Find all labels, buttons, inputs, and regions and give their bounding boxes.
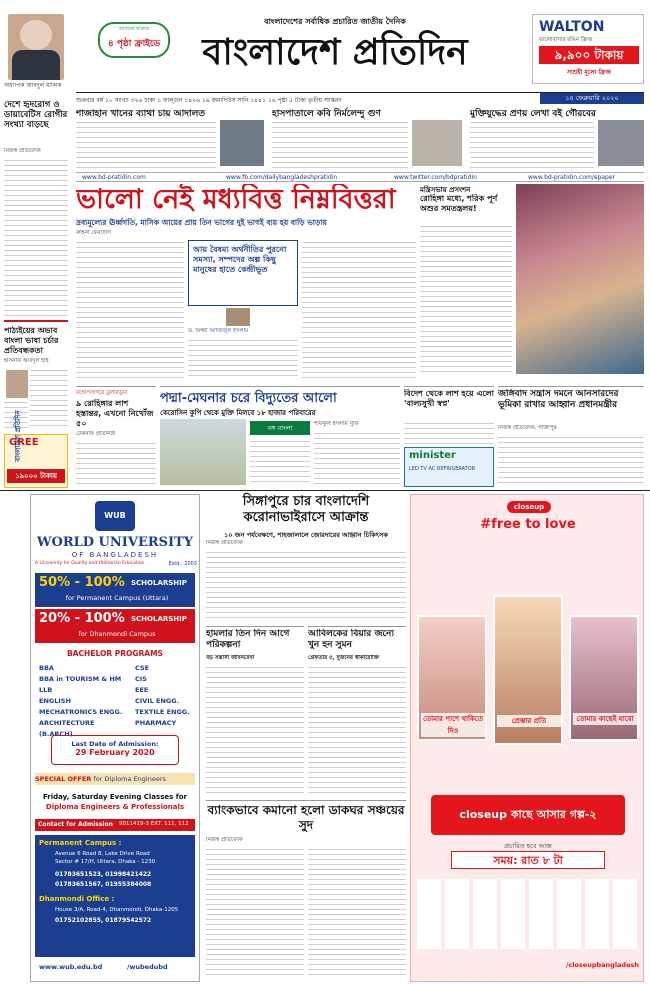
special-offer: SPECIAL OFFER for Diploma Engineers [35, 773, 195, 785]
story2-headline: পাঠ্যইয়ের অভাব বাংলা ভাষা চর্চার প্রতিবন্ধকতা [4, 326, 59, 355]
series-banner: closeup কাছে আসার গল্প-২ [431, 795, 625, 835]
film-card-2: প্রেম্ভার প্রতি [493, 595, 563, 745]
lead-subhead: দ্রব্যমূল্যের ঊর্ধ্বগতি, মাসিক আয়ের প্রায় তিন ভাগের দুই ভাগই ব্যয় হয় বাড়ি ভাড়ায় [76, 218, 327, 227]
wub-facebook[interactable]: /wubedubd [127, 963, 168, 971]
gree-ad: GREE ১৯০০০ টাকায় [4, 434, 68, 488]
scholarship-1: 50% - 100% SCHOLARSHIP for Permanent Campus (Uttara) [35, 573, 195, 607]
story1-headline: দেশে হৃদরোগ ও ডায়াবেটিস রোগীর সংখ্যা বাড়ছে [4, 100, 68, 130]
strip-photo-1 [220, 120, 264, 166]
lead-story: ভালো নেই মধ্যবিত্ত নিম্নবিত্তরা দ্রব্যমূল্যের ঊর্ধ্বগতি, মাসিক আয়ের প্রায় তিন ভাগের দুই ভাগই ব্যয় হয় বাড়ি ভাড়ায় রুহিনা ফেরদৌস আয় বৈষম্য অর্থনীতির পুরনো সমস্যা, সম্পদের অল্প কিছু মানুষের হাতে কেন্দ্রীভূত ড. মির্জ্জা আজিজুল ইসলাম [76, 184, 416, 384]
lead-quote-box [188, 240, 298, 306]
singapore-headline: সিঙ্গাপুরে চার বাংলাদেশি করোনাভাইরাসে আক্রান্ত [242, 494, 370, 525]
quote-author-photo [226, 308, 250, 326]
lead-quote: আয় বৈষম্য অর্থনীতির পুরনো সমস্যা, সম্পদের অল্প কিছু মানুষের হাতে কেন্দ্রীভূত [193, 245, 287, 274]
strip-photo-3 [598, 120, 644, 166]
walton-logo: WALTON [539, 19, 605, 35]
hashtag: #free to love [480, 517, 576, 532]
rohingya-story: বঙ্গোপসাগরে ট্রলারডুবি ৯ রোহিঙ্গার লাশ হস্তান্তর, এখনো নিখোঁজ ৫০ টেকনাফ প্রতিনিধি [76, 386, 156, 486]
scholarship-2: 20% - 100% SCHOLARSHIP for Dhanmondi Campus [35, 609, 195, 643]
closeup-ad: closeup #free to love তোমার পাশে থাকিতে দিও প্রেম্ভার প্রতি তোমার কাছেই যাবো closeup কাছে আসার গল্প-২ প্রচারিত হবে আজ সময়: রাত ৮ টা /closeupbangladesh [410, 494, 644, 982]
feature-photo [160, 419, 246, 485]
left-column: দেশে হৃদরোগ ও ডায়াবেটিস রোগীর সংখ্যা বাড়ছে নিজস্ব প্রতিবেদক পাঠ্যইয়ের অভাব বাংলা ভাষা চর্চার প্রতিবন্ধকতা হাসনাত আবদুল হাই GREE ১৯০০০ টাকায় [0, 100, 70, 488]
contact-bar: Contact for Admission 9011419-3 EXT. 111, 112 [35, 819, 195, 831]
feature-badge: বঙ্গ বাংলা [250, 421, 310, 435]
strip-story-2-head: হাসপাতালে কবি নির্মলেন্দু গুণ [272, 109, 381, 119]
masthead [0, 0, 650, 104]
mid-story-1: হামলার তিন দিন আগে পরিকল্পনা বড় সন্ত্রাসী জীবনরেখা [206, 626, 304, 796]
link-facebook[interactable]: www.fb.com/dailybangladeshpratidin [226, 174, 338, 181]
minister-ad: minister LED TV AC REFRIGERATOR [404, 447, 494, 487]
profile-photo [8, 14, 64, 80]
rohingya-headline: ৯ রোহিঙ্গার লাশ হস্তান্তর, এখনো নিখোঁজ ৫০ [76, 399, 154, 428]
masthead-title: বাংলাদেশ প্রতিদিন [202, 31, 468, 73]
pm-story-headline: জঙ্গিবাদ সন্ত্রাস দমনে আনসারদের ভূমিকা রাখার আহ্বান প্রধানমন্ত্রীর [498, 389, 619, 410]
date-badge: ১৪ ফেব্রুয়ারি ২০২০ [540, 93, 644, 104]
minister-logo: minister [409, 450, 456, 461]
mid-story-2: আবিলকের বিয়ার জন্যে খুন হন সুমন গ্রেফতার ৫, দুজনের স্বীকারোক্তি [308, 626, 406, 796]
date-line: শুক্রবার বর্ষ ১০ সংখ্যা ৩২৬ ঢাকা ১ ফাল্গুন ১৪২৬ ১৯ জমাদিউস সানি ১৪৪১ ১৬ পৃষ্ঠা ৫ টাকা তৃতীয় সংস্করণ [76, 97, 342, 104]
feature-headline: পদ্মা-মেঘনার চরে বিদ্যুতের আলো [160, 391, 337, 406]
singapore-story: সিঙ্গাপুরে চার বাংলাদেশি করোনাভাইরাসে আক্রান্ত ১০ জন পর্যবেক্ষণে, শাহজালালে জোরদারের আহ্বান চিকিৎসক নিজস্ব প্রতিবেদক [206, 494, 406, 622]
pm-side-head: রোহিঙ্গা মধ্যে, শরিক পূর্ণ অশুর সমতন্ত্রলয়! [420, 194, 498, 213]
wub-web[interactable]: www.wub.edu.bd [39, 963, 103, 971]
pm-event-photo [516, 184, 644, 374]
wub-logo: WUB [95, 501, 135, 531]
masthead-tagline: বাংলাদেশের সর্বাধিক প্রচারিত জাতীয় দৈনিক [264, 17, 406, 26]
strip-story-1-head: শাজাহান খানের ব্যাথা চায় আদালত [76, 109, 206, 119]
supplement-badge: আজকে থাকছে ৪ পৃষ্ঠা ফ্রাইডে [98, 22, 170, 58]
campus-box: Permanent Campus : Avenue 6 Road 8, Lake Drive Road Sector # 17/H, Uttara, Dhaka - 1230 01783651523, 01998421422 01783651567, 01955384008 Dhanmondi Office : House 3/A, Road-4, Dhanmondi, Dhaka-1205 01752102855, 01879542572 [35, 835, 195, 957]
red-divider [4, 320, 68, 322]
bank-story: ব্যাংকভাবে কমানো হলো ডাকঘর সঞ্চয়ের সুদ নিজস্ব প্রতিবেদক [206, 800, 406, 980]
gree-logo: GREE [9, 437, 39, 448]
link-website[interactable]: www.bd-pratidin.com [82, 174, 146, 181]
film-card-3: তোমার কাছেই যাবো [569, 615, 639, 741]
links-bar [76, 172, 644, 182]
film-card-1: তোমার পাশে থাকিতে দিও [417, 615, 487, 741]
wub-name: WORLD UNIVERSITY [36, 535, 194, 550]
bidesh-headline: বিদেশ থেকে লাশ হয়ে এলো 'বাল্যসুখী স্বপ্ন' [404, 389, 494, 408]
link-twitter[interactable]: www.twitter.com/bdpratidin [394, 174, 477, 181]
pm-story: জঙ্গিবাদ সন্ত্রাস দমনে আনসারদের ভূমিকা রাখার আহ্বান প্রধানমন্ত্রীর নিজস্ব প্রতিবেদক, গাজীপুর [498, 386, 644, 486]
wub-ad: WUB WORLD UNIVERSITY OF BANGLADESH A University for Quality and Utilitarian Education Estd.: 2003 50% - 100% SCHOLARSHIP for Permanent Campus (Uttara) 20% - 100% SCHOLARSHIP for Dhanmondi Campus BACHELOR PROGRAMS BBA BBA in TOURISM & HM LLB ENGLISH MECHATRONICS ENGG. ARCHITECTURE (B.ARCH) CSE CIS EEE CIVIL ENGG. TEXTILE ENGG. PHARMACY Last Date of Admission: 29 February 2020 SPECIAL OFFER for Diploma Engineers Friday, Saturday Evening Classes for Diploma Engineers & Professionals Contact for Admission 9011419-3 EXT. 111, 112 Permanent Campus : Avenue 6 Road 8, Lake Drive Road Sector # 17/H, Uttara, Dhaka - 1230 01783651523, 01998421422 01783651567, 01955384008 Dhanmondi Office : House 3/A, Road-4, Dhanmondi, Dhaka-1205 01752102855, 01879542572 www.wub.edu.bd /wubedubd [30, 494, 200, 982]
lead-headline: ভালো নেই মধ্যবিত্ত নিম্নবিত্তরা [76, 184, 396, 215]
side-label: বাংলাদেশ প্রতিদিন [14, 410, 22, 462]
channel-logos [417, 879, 639, 949]
feature-subhead: কেরোসিন কুপি থেকে মুক্তি মিলবে ১৮ হাজার পরিবারের [160, 409, 316, 417]
airing-time: সময়: রাত ৮ টা [451, 851, 605, 869]
bidesh-story [404, 386, 494, 486]
programs-title: BACHELOR PROGRAMS [67, 649, 163, 658]
profile-caption: অধ্যাপক আবদুল মালিক [4, 82, 62, 89]
programs-right: CSE CIS EEE CIVIL ENGG. TEXTILE ENGG. PHARMACY [135, 664, 190, 727]
walton-ad: WALTON ভালোবাসার রঙিন ফ্রিজ ৯,৯০০ টাকায় সাশ্রয়ী মূল্যে ফ্রিজ [532, 14, 644, 84]
programs-left: BBA BBA in TOURISM & HM LLB ENGLISH MECHATRONICS ENGG. ARCHITECTURE (B.ARCH) [39, 664, 123, 738]
feature-story: পদ্মা-মেঘনার চরে বিদ্যুতের আলো কেরোসিন কুপি থেকে মুক্তি মিলবে ১৮ হাজার পরিবারের বঙ্গ বাংলা শফিকুল ইসলাম সুফি [160, 386, 400, 486]
closeup-logo: closeup [507, 501, 551, 513]
strip-story-3-head: মুক্তিযুদ্ধের প্রণয় লেখা বই গৌরবের [470, 109, 596, 119]
link-epaper[interactable]: www.bd-pratidin.com/epaper [528, 174, 615, 181]
strip-photo-2 [412, 120, 462, 166]
closeup-footer[interactable]: /closeupbangladesh [566, 961, 639, 969]
pm-photo-section: মন্ত্রিসভায় প্রসংশন রোহিঙ্গা মধ্যে, শরিক পূর্ণ অশুর সমতন্ত্রলয়! [420, 184, 644, 384]
top-strip [76, 106, 644, 170]
bank-headline: ব্যাংকভাবে কমানো হলো ডাকঘর সঞ্চয়ের সুদ [207, 803, 405, 832]
admission-deadline: Last Date of Admission: 29 February 2020 [51, 735, 179, 765]
